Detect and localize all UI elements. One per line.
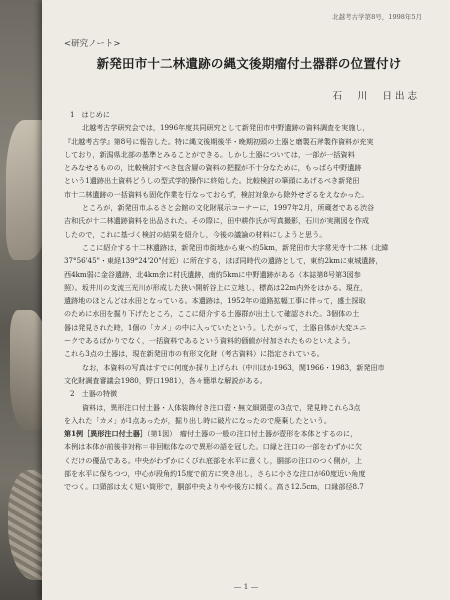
paragraph-line: 遺跡地のほとんどは水田となっている。本遺跡は，1952年の道路拡幅工事に伴って，盛土採取 xyxy=(64,296,366,306)
paragraph-line: 文化財調査審議会1980，野口1981），各々簡単な解説がある。 xyxy=(64,375,267,385)
paragraph-line: 照）。坂井川の支流三光川が形成した狭い開析谷上に立地し，標高は22m内外をはかる。現在， xyxy=(64,282,368,292)
section-heading: 2 土器の特徴 xyxy=(70,389,118,399)
page-title: 新発田市十二林遺跡の縄文後期瘤付土器群の位置付け xyxy=(96,56,402,71)
paragraph-line: 西4km弱に金谷遺跡，北4km余に村氏遺跡，南約5kmに中野遺跡がある（本誌第8号第3図参 xyxy=(64,269,361,279)
paragraph-line: 37°56'45"・東経139°24'20"付近）に所在する，ほぼ同時代の遺跡として，東約2kmに東城遺跡， xyxy=(64,256,383,266)
paragraph-line: とみなせるものの，比較検討すべき包含層の資料の把握が不十分なために，もっぱら中野遺跡 xyxy=(64,163,362,173)
section-label: <研究ノート> xyxy=(64,39,121,49)
figure-label: 第1例［異形注口付土器］ xyxy=(64,429,147,439)
paragraph-line: これら3点の土器は，現在新発田市の有形文化財（考古資料）に指定されている。 xyxy=(64,349,324,359)
paragraph-line: という1遺跡出土資料どうしの型式学的操作に終始した。比較検討の筆頭にあげるべき新発田 xyxy=(64,176,360,186)
author-name: 石 川 日出志 xyxy=(332,91,420,102)
running-head: 北越考古学第8号，1998年5月 xyxy=(332,13,422,21)
paragraph-line: しており，新潟県北部の基準とみることができる。しかし土器については，一部が一括資料 xyxy=(64,149,355,159)
paragraph-line: 『北越考古学』第8号に報告した。特に縄文後期後半・晩期初頭の土器と磨製石斧製作資料が充実 xyxy=(64,136,374,146)
section-heading: 1 はじめに xyxy=(70,110,110,119)
paragraph-line: 市十二林遺跡の一括資料も固化作業を行なっておらず，検討対象から除外せざるをえなかった。 xyxy=(64,189,369,199)
paragraph-line: 本例は本体が前後非対称＝非回転体なので異形の語を冠した。口縁と注口の一部をわずかに欠 xyxy=(64,442,362,452)
paragraph-line: なお，本資料の写真はすでに何度か採り上げられ（中川ほか1963，関1966・1983，新発田市 xyxy=(82,362,385,372)
paragraph-line: したので，これに基づく検討の結果を紹介し，今後の議論の材料にしようと思う。 xyxy=(64,229,327,239)
paragraph-line: 吉和氏が十二林遺跡資料を出品された。その際に，田中耕作氏が写真撮影，石川が実測図を作成 xyxy=(64,216,370,226)
document-page xyxy=(42,0,450,600)
paragraph-line: くだけの優品である。中央がわずかにくびれ底部を水平に意くし，胴部の注口のつく側が，上 xyxy=(64,455,362,465)
paragraph-line xyxy=(64,427,436,440)
page-number: — 1 — xyxy=(233,582,259,591)
paragraph-line: でつく。口頸部は太く短い筒形で，胴部中央よりやや後方に傾く。高さ12.5cm，口縁部径8.7 xyxy=(64,482,364,492)
paragraph-line: ここに紹介する十二林遺跡は，新発田市街地から東へ約5km，新発田市大字常光寺十二林（北緯 xyxy=(82,242,389,252)
paragraph-line: 部を水平に保ちつつ，中心が段角約15度で前方に突き出し，さらに小さな注口が60度近い角度 xyxy=(64,469,366,479)
paragraph-line: ークであるばかりでなく，一括資料であるという資料的価値が付加されたものといえよう。 xyxy=(64,336,355,346)
paragraph-line: 器は発見された時，1個の「カメ」の中に入っていたという。したがって，土器自体が大変ユニ xyxy=(64,322,367,332)
body-text xyxy=(64,108,436,568)
figure-text: （第1図） 瘤付土器の一般の注口付土器が壺形を本体とするのに， xyxy=(146,429,358,439)
paragraph-line: 資料は，異形注口付土器・人体装飾付き注口壺・無文細頸壺の3点で，発見時これら3点 xyxy=(82,402,361,412)
paragraph-line: を入れた「カメ」が1点あったが，掘り出し時に破片になったので廃棄したという。 xyxy=(64,415,331,425)
paragraph-line: ところが，新発田市ふるさと会館の文化財展示コーナーに，1997年2月，所蔵者である渋谷 xyxy=(82,203,375,213)
paragraph-line: 北越考古学研究会では，1996年度共同研究として新発田市中野遺跡の資料調査を実施し， xyxy=(82,123,370,133)
paragraph-line: のために水田を掘り下げたところ，ここに紹介する土器群が出土して確認された。3個体の土 xyxy=(64,309,360,319)
